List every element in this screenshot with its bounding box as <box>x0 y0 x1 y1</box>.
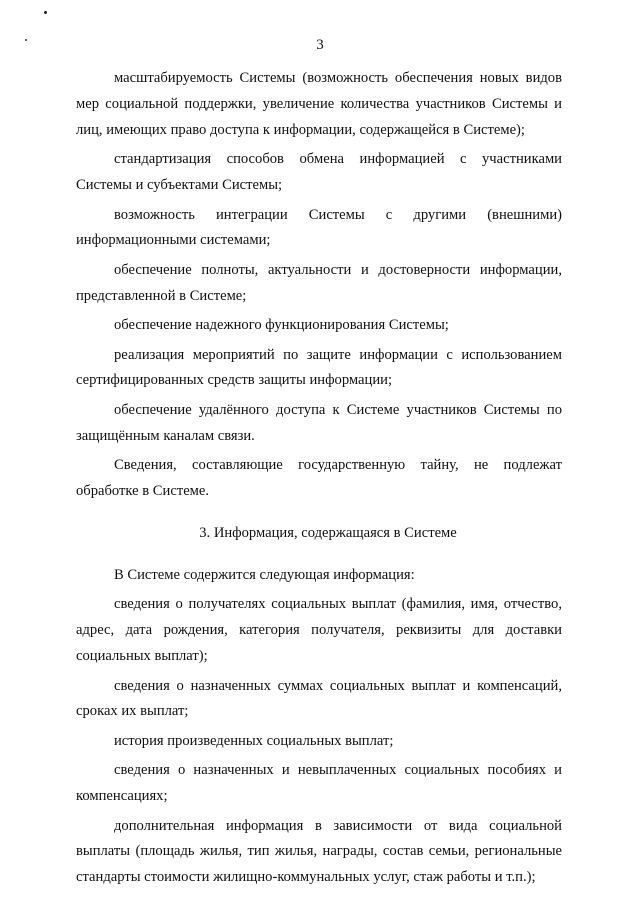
document-body <box>76 66 562 891</box>
list-item: история произведенных социальных выплат; <box>114 732 394 749</box>
list-item: сведения о получателях социальных выплат (фамилия, имя, отчество, адрес, дата рождения, категория получателя, реквизиты для доставки социальных выплат); <box>76 596 562 665</box>
state-secret-note: Сведения, составляющие государственную тайну, не подлежат обработке в Системе. <box>76 457 562 500</box>
list-item: реализация мероприятий по защите информации с использованием сертифицированных средств защиты информации; <box>76 346 562 389</box>
list-item: возможность интеграции Системы с другими (внешними) информационными системами; <box>76 206 562 249</box>
list-item: обеспечение удалённого доступа к Системе участников Системы по защищённым каналам связи. <box>76 401 562 444</box>
page-number: 3 <box>316 37 324 53</box>
list-item: обеспечение надежного функционирования Системы; <box>114 317 449 334</box>
list-item: масштабируемость Системы (возможность обеспечения новых видов мер социальной поддержки, увеличение количества участников Системы и лиц, имеющих право доступа к информации, содержащейся в Системе); <box>76 70 562 138</box>
scan-speck <box>44 11 47 14</box>
list-item: сведения о назначенных суммах социальных выплат и компенсаций, сроках их выплат; <box>76 677 562 720</box>
list-item: сведения о назначенных и невыплаченных социальных пособиях и компенсациях; <box>76 762 562 805</box>
section-lead: В Системе содержится следующая информация: <box>114 566 415 583</box>
section-heading: 3. Информация, содержащаяся в Системе <box>199 525 457 541</box>
list-item: дополнительная информация в зависимости от вида социальной выплаты (площадь жилья, тип жилья, награды, состав семьи, региональные стандарты стоимости жилищно-коммунальных услуг, стаж работы и т.п.); <box>76 817 562 886</box>
list-item: стандартизация способов обмена информацией с участниками Системы и субъектами Системы; <box>76 151 562 194</box>
list-item: обеспечение полноты, актуальности и достоверности информации, представленной в Системе; <box>76 261 562 304</box>
